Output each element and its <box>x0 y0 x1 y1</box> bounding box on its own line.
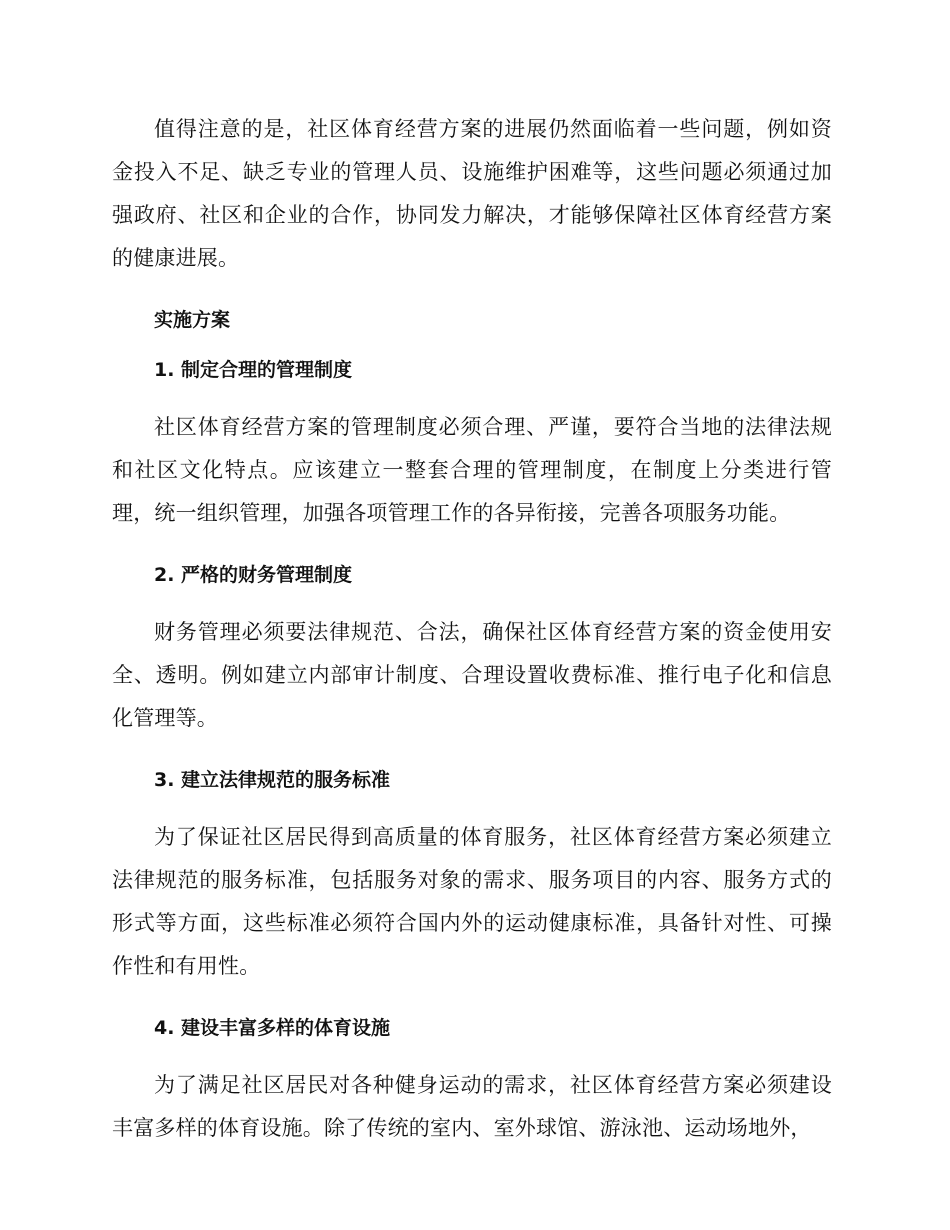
spacer <box>112 280 832 306</box>
item-heading-1: 1. 制定合理的管理制度 <box>154 359 353 381</box>
spacer <box>112 1042 832 1064</box>
item-body-1: 社区体育经营方案的管理制度必须合理、严谨，要符合当地的法律法规和社区文化特点。应该建立一整套合理的管理制度，在制度上分类进行管理，统一组织管理，加强各项管理工作的各异衔接，完善各项服务功能。 <box>112 415 832 525</box>
spacer <box>112 740 832 766</box>
item-body-3: 为了保证社区居民得到高质量的体育服务，社区体育经营方案必须建立法律规范的服务标准，包括服务对象的需求、服务项目的内容、服务方式的形式等方面，这些标准必须符合国内外的运动健康标准，具备针对性、可操作性和有用性。 <box>112 825 832 978</box>
spacer <box>112 589 832 611</box>
item-heading-4: 4. 建设丰富多样的体育设施 <box>154 1017 391 1039</box>
spacer <box>112 794 832 816</box>
item-body-2: 财务管理必须要法律规范、合法，确保社区体育经营方案的资金使用安全、透明。例如建立内部审计制度、合理设置收费标准、推行电子化和信息化管理等。 <box>112 620 832 730</box>
section-title: 实施方案 <box>154 309 231 331</box>
document-page <box>112 108 832 1150</box>
item-body-4: 为了满足社区居民对各种健身运动的需求，社区体育经营方案必须建设丰富多样的体育设施。除了传统的室内、室外球馆、游泳池、运动场地外， <box>112 1073 832 1140</box>
spacer <box>112 334 832 356</box>
spacer <box>112 535 832 561</box>
spacer <box>112 384 832 406</box>
intro-paragraph: 值得注意的是，社区体育经营方案的进展仍然面临着一些问题，例如资金投入不足、缺乏专业的管理人员、设施维护困难等，这些问题必须通过加强政府、社区和企业的合作，协同发力解决，才能够保障社区体育经营方案的健康进展。 <box>112 117 832 270</box>
spacer <box>112 988 832 1014</box>
item-heading-3: 3. 建立法律规范的服务标准 <box>154 769 391 791</box>
item-heading-2: 2. 严格的财务管理制度 <box>154 564 353 586</box>
